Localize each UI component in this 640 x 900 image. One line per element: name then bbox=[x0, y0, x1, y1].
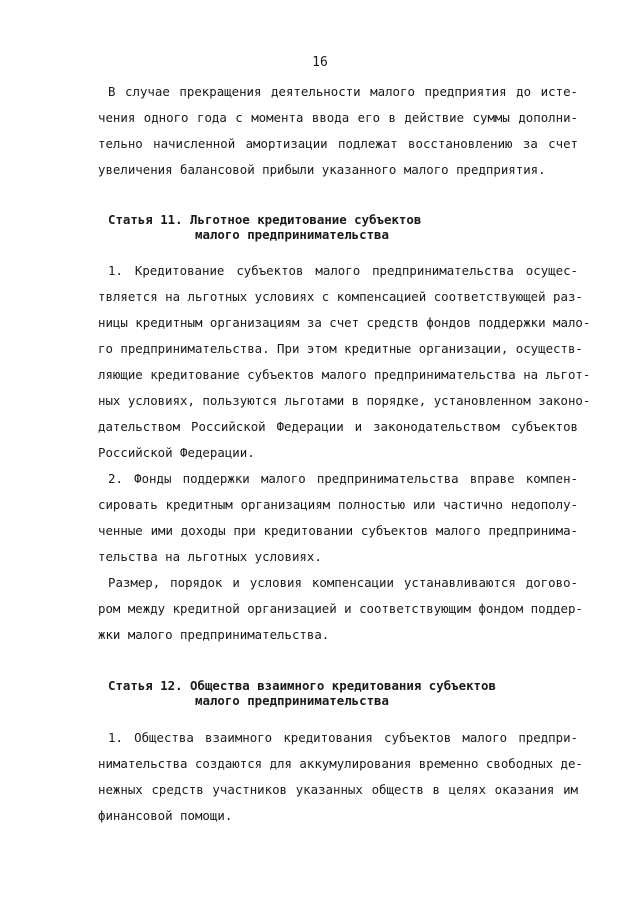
text-line: ром между кредитной организацией и соответствующим фондом поддер- bbox=[98, 601, 583, 616]
text-line: финансовой помощи. bbox=[98, 808, 233, 823]
text-line: жки малого предпринимательства. bbox=[98, 627, 330, 642]
text-line: Размер, порядок и условия компенсации устанавливаются догово- bbox=[108, 575, 578, 590]
article-11-heading-line-2: малого предпринимательства bbox=[195, 227, 389, 242]
article-12-heading-line-2: малого предпринимательства bbox=[195, 693, 389, 708]
text-line: чения одного года с момента ввода его в действие суммы дополни- bbox=[98, 110, 578, 125]
text-line: твляется на льготных условиях с компенсацией соответствующей раз- bbox=[98, 289, 583, 304]
text-line: нимательства создаются для аккумулирования временно свободных де- bbox=[98, 756, 583, 771]
text-line: ляющие кредитование субъектов малого предпринимательства на льгот- bbox=[98, 367, 591, 382]
text-line: сировать кредитным организациям полностью или частично недополу- bbox=[98, 497, 578, 512]
text-line: 1. Общества взаимного кредитования субъектов малого предпри- bbox=[108, 730, 578, 745]
text-line: увеличения балансовой прибыли указанного малого предприятия. bbox=[98, 162, 546, 177]
text-line: Российской Федерации. bbox=[98, 445, 255, 460]
text-line: ницы кредитным организациям за счет средств фондов поддержки мало- bbox=[98, 315, 591, 330]
text-line: 1. Кредитование субъектов малого предпринимательства осущес- bbox=[108, 263, 578, 278]
text-line: 2. Фонды поддержки малого предпринимательства вправе компен- bbox=[108, 471, 578, 486]
text-line: нежных средств участников указанных обществ в целях оказания им bbox=[98, 782, 578, 797]
text-line: В случае прекращения деятельности малого предприятия до исте- bbox=[108, 84, 578, 99]
text-line: тельства на льготных условиях. bbox=[98, 549, 322, 564]
article-12-heading-line-1: Статья 12. Общества взаимного кредитования субъектов bbox=[108, 678, 496, 693]
article-11-heading-line-1: Статья 11. Льготное кредитование субъектов bbox=[108, 212, 422, 227]
text-line: ных условиях, пользуются льготами в порядке, установленном законо- bbox=[98, 393, 591, 408]
page-number: 16 bbox=[312, 55, 328, 70]
text-line: дательством Российской Федерации и законодательством субъектов bbox=[98, 419, 578, 434]
text-line: ченные ими доходы при кредитовании субъектов малого предпринима- bbox=[98, 523, 578, 538]
text-line: тельно начисленной амортизации подлежат восстановлению за счет bbox=[98, 136, 578, 151]
text-line: го предпринимательства. При этом кредитные организации, осуществ- bbox=[98, 341, 583, 356]
